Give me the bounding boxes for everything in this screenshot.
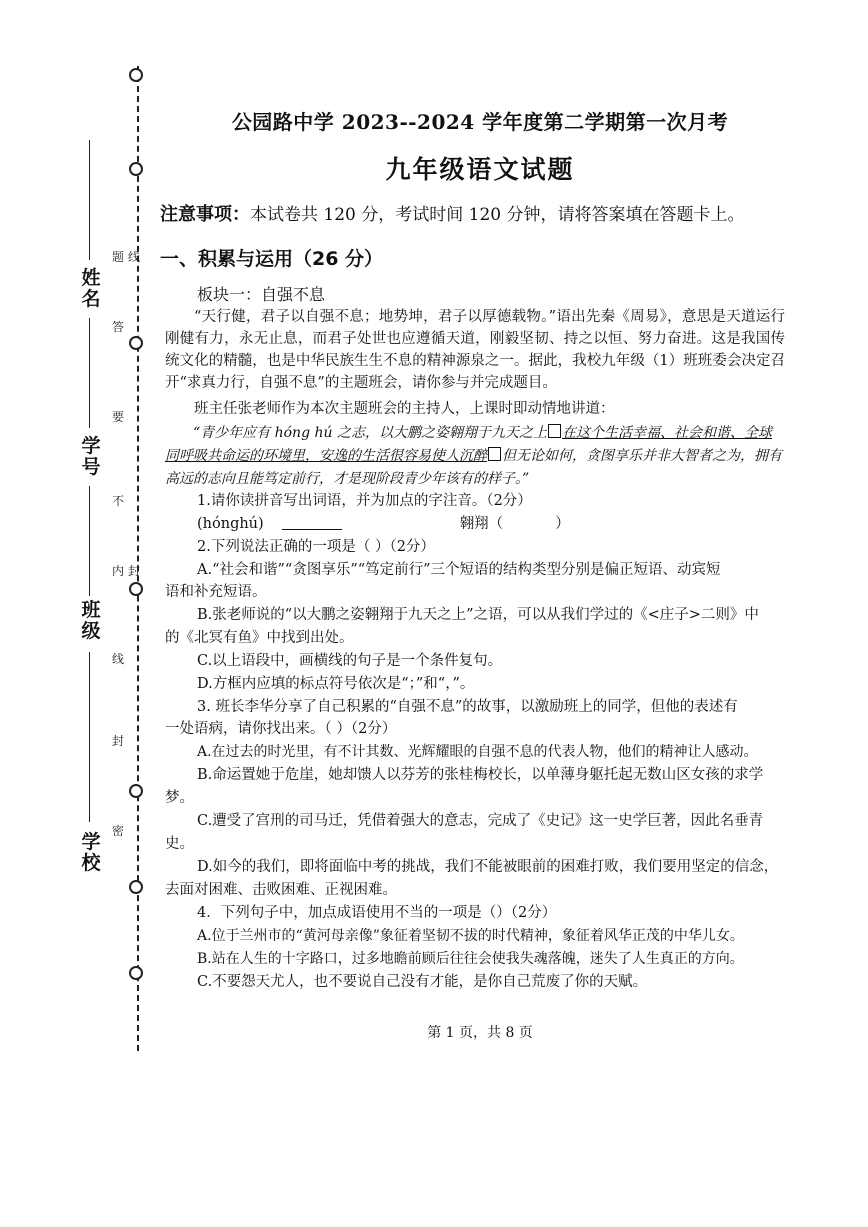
pinyin-text: (hónghú) (197, 516, 264, 532)
option-a: A.“社会和谐”“贪图享乐”“笃定前行”三个短语的结构类型分别是偏正短语、动宾短 (197, 562, 721, 578)
binding-ring (129, 336, 143, 350)
option-c: C.遭受了宫刑的司马迁，凭借着强大的意志，完成了《史记》这一史学巨著，因此名垂青 (197, 813, 764, 829)
seal-char: 不 (111, 494, 124, 508)
student-id-label: 学号 (81, 435, 101, 478)
notice (160, 200, 840, 226)
question-3-stem: 3. 班长李华分享了自己积累的“自强不息”的故事，以激励班上的同学，但他的表述有 (197, 699, 738, 715)
exam-subtitle: 九年级语文试题 (385, 155, 575, 184)
id-write-line (89, 318, 90, 428)
binding-ring (129, 162, 143, 176)
punctuation-box (548, 424, 561, 438)
quote-part: “青少年应有 hóng hú 之志，以大鹏之姿翱翔于九天之上 (193, 425, 547, 441)
question-2-stem: 2.下列说法正确的一项是（ ）（2分） (197, 539, 435, 555)
binding-ring (129, 880, 143, 894)
page-footer: 第 1 页，共 8 页 (427, 1025, 533, 1041)
seal-char: 线 (111, 652, 124, 666)
option-c: C.不要怨天尤人，也不要说自己没有才能，是你自己荒废了你的天赋。 (197, 974, 648, 990)
seal-char: 密 (111, 824, 124, 838)
word-text: 翱翔（ (459, 516, 504, 532)
question-1-answer (197, 513, 570, 535)
option-a-cont: 语和补充短语。 (165, 584, 267, 600)
intro-paragraph-2: 班主任张老师作为本次主题班会的主持人，上课时即动情地讲道： (194, 401, 615, 417)
binding-ring (129, 784, 143, 798)
quote-part: 但无论如何，贪图享乐并非大智者之为，拥有高远的志向且能笃定前行，才是现阶段青少年该有的样子。” (165, 448, 782, 487)
seal-char: 要 (111, 410, 124, 424)
underlined-sentence: 在这个生活幸福、社会和谐、全球同呼吸共命运的环境里，安逸的生活很容易使人沉醉 (165, 425, 772, 464)
seal-char: 封 (111, 734, 124, 748)
notice-label: 注意事项： (160, 204, 250, 225)
notice-text: 本试卷共 120 分，考试时间 120 分钟，请将答案填在答题卡上。 (250, 205, 745, 225)
binding-ring (129, 966, 143, 980)
answer-blank (282, 515, 342, 530)
option-a: A.位于兰州市的“黄河母亲像”象征着坚韧不拔的时代精神，象征着风华正茂的中华儿女。 (197, 928, 744, 944)
option-d: D.如今的我们，即将面临中考的挑战，我们不能被眼前的困难打败，我们要用坚定的信念， (197, 859, 779, 875)
question-4-stem: 4．下列句子中，加点成语使用不当的一项是（）（2分） (197, 905, 557, 921)
name-write-line (89, 140, 90, 260)
seal-char: 封 (127, 564, 140, 578)
school-label: 学校 (81, 831, 101, 874)
seal-char: 答 (111, 320, 124, 334)
seal-char: 内 (111, 564, 124, 578)
binding-ring (129, 582, 143, 596)
option-b-cont: 梦。 (165, 790, 194, 806)
block-title: 板块一：自强不息 (197, 285, 326, 304)
option-c: C.以上语段中，画横线的句子是一个条件复句。 (197, 653, 503, 669)
punctuation-box (488, 447, 501, 461)
option-d: D.方框内应填的标点符号依次是“；”和“，”。 (197, 676, 475, 692)
exam-title: 公园路中学 2023--2024 学年度第二学期第一次月考 (231, 110, 729, 134)
teacher-quote (165, 422, 785, 491)
option-b-cont: 的《北冥有鱼》中找到出处。 (165, 630, 354, 646)
option-d-cont: 去面对困难、击败困难、正视困难。 (165, 882, 397, 898)
class-write-line (89, 486, 90, 596)
binding-dashed-line (137, 66, 139, 1051)
option-b: B.命运置她于危崖，她却馈人以芬芳的张桂梅校长，以单薄身躯托起无数山区女孩的求学 (197, 767, 764, 783)
option-b: B.站在人生的十字路口，过多地瞻前顾后往往会使我失魂落魄，迷失了人生真正的方向。 (197, 951, 744, 967)
binding-ring (129, 68, 143, 82)
school-write-line (89, 652, 90, 822)
seal-char: 线 (127, 250, 140, 264)
section-title: 一、积累与运用（26 分） (160, 248, 384, 270)
paren-close: ） (555, 516, 570, 532)
question-1-stem: 1.请你读拼音写出词语，并为加点的字注音。（2分） (197, 493, 532, 509)
option-c-cont: 史。 (165, 836, 194, 852)
option-b: B.张老师说的“以大鹏之姿翱翔于九天之上”之语，可以从我们学过的《<庄子>二则》中 (197, 607, 759, 623)
option-a: A.在过去的时光里，有不计其数、光辉耀眼的自强不息的代表人物，他们的精神让人感动。 (197, 744, 758, 760)
seal-char: 题 (111, 250, 124, 264)
question-3-stem-cont: 一处语病，请你找出来。（ ）（2分） (165, 721, 397, 737)
class-label: 班级 (81, 599, 101, 642)
name-label: 姓名 (81, 267, 101, 310)
intro-paragraph: “天行健，君子以自强不息；地势坤，君子以厚德载物。”语出先秦《周易》，意思是天道运行刚健有力，永无止息，而君子处世也应遵循天道，刚毅坚韧、持之以恒、努力奋进。这是我国传统文化的精髓，也是中华民族生生不息的精神源泉之一。据此，我校九年级（1）班班委会决定召开“求真力行，自强不息”的主题班会，请你参与并完成题目。 (165, 309, 785, 391)
